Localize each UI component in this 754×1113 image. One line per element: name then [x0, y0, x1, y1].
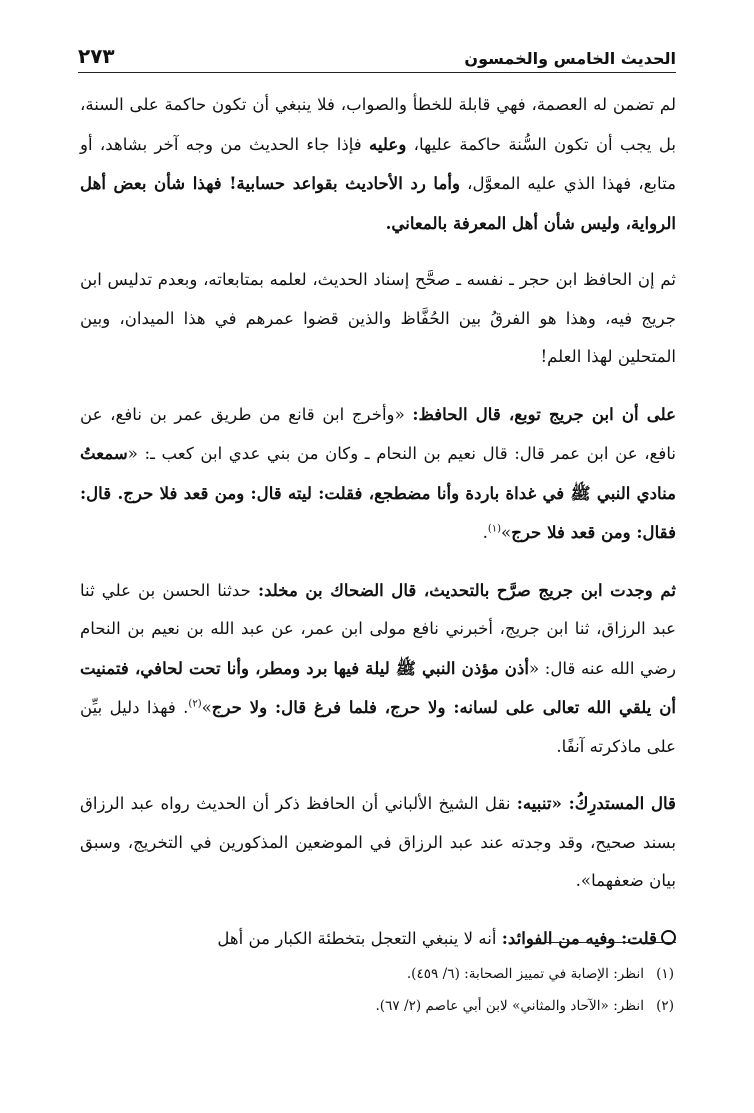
footnote-divider — [536, 942, 676, 943]
footnote-ref-1[interactable]: (١) — [487, 523, 502, 535]
paragraph-2: ثم إن الحافظ ابن حجر ـ نفسه ـ صحَّح إسناد الحديث، لعلمه بمتابعاته، وبعدم تدليس ابن جريج فيه، وهذا هو الفرقُ بين الحُفَّاظ والذين قضوا عمرهم في هذا الميدان، وبين المتحلين لهذا العلم! — [80, 270, 676, 366]
paragraph-1: لم تضمن له العصمة، فهي قابلة للخطأ والصواب، فلا ينبغي أن تكون حاكمة على السنة، بل يجب أن تكون السُّنة حاكمة عليها، وعليه فإذا جاء الحديث من وجه آخر بشاهد، أو متابع، فهذا الذي عليه المعوَّل، وأما رد الأحاديث بقواعد حسابية! فهذا شأن بعض أهل الرواية، وليس شأن أهل المعرفة بالمعاني. — [80, 95, 677, 233]
footnote-2: (٢)انظر: «الآحاد والمثاني» لابن أبي عاصم (٢/ ٦٧). — [375, 998, 674, 1014]
running-title: الحديث الخامس والخمسون — [464, 49, 676, 68]
paragraph-5: قال المستدرِكُ: «تنبيه: نقل الشيخ الألباني أن الحافظ ذكر أن الحديث رواه عبد الرزاق بسند صحيح، وقد وجدته عند عبد الرزاق في الموضعين المذكورين في التخريج، وسبق بيان ضعفهما». — [80, 793, 676, 890]
paragraph-3: على أن ابن جريج توبع، قال الحافظ: «وأخرج ابن قانع من طريق عمر بن نافع، عن نافع، عن ابن عمر قال: قال نعيم بن النحام ـ وكان من بني عدي ابن كعب ـ: «سمعتُ منادي النبي ﷺ في غداة باردة وأنا مضطجع، فقلت: ليته قال: ومن قعد فلا حرج. قال: فقال: ومن قعد فلا حرج»$^{(١)}$. — [80, 403, 676, 542]
page-number: ٢٧٣ — [78, 44, 115, 68]
main-text — [80, 86, 676, 976]
running-header — [78, 34, 676, 73]
footnotes — [78, 958, 674, 1022]
paragraph-4: ثم وجدت ابن جريج صرَّح بالتحديث، قال الضحاك بن مخلد: حدثنا الحسن بن علي ثنا عبد الرزاق، ثنا ابن جريج، أخبرني نافع مولى ابن عمر، عن عبد الله بن نعيم بن النحام رضي الله عنه قال: «أذن مؤذن النبي ﷺ ليلة فيها برد ومطر، وأنا تحت لحافي، فتمنيت أن يلقي الله تعالى على لسانه: ولا حرج، فلما فرغ قال: ولا حرج»$^{(٢)}$. فهذا دليل بيِّن على ماذكرته آنفًا. — [80, 579, 676, 756]
footnote-ref-2[interactable]: (٢) — [188, 698, 202, 710]
paragraph-6: قلت: وفيه من الفوائد: أنه لا ينبغي التعجل بتخطئة الكبار من أهل — [80, 919, 676, 959]
footnote-1: (١)انظر: الإصابة في تمييز الصحابة: (٦/ ٤٥٩). — [406, 966, 674, 982]
